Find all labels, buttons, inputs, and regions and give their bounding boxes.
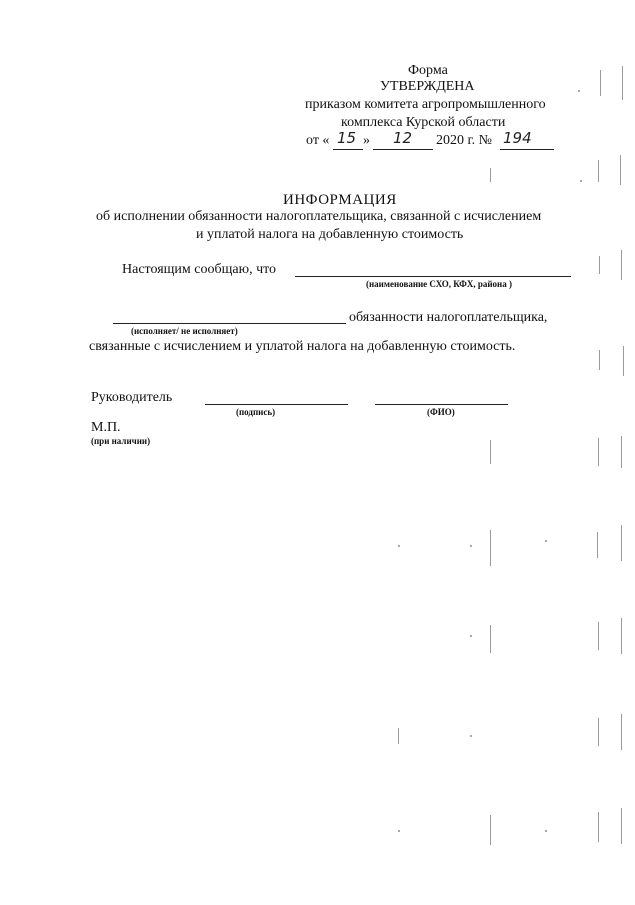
order-line-2: комплекса Курской области [341,115,506,130]
date-day-underline [333,149,363,150]
signature-hint: (подпись) [236,407,276,417]
scan-artifact [599,256,600,274]
scan-artifact [599,350,600,370]
date-month-handwritten: 12 [393,129,413,147]
scan-artifact [621,436,622,468]
date-day-handwritten: 15 [337,129,357,147]
scan-artifact [621,808,622,844]
duties-status-hint: (исполняет/ не исполняет) [131,326,238,336]
scan-artifact [398,830,400,832]
head-label: Руководитель [91,390,173,405]
scan-artifact [545,540,547,542]
scan-artifact [490,530,491,566]
order-line-1: приказом комитета агропромышленного [305,97,546,112]
notify-text: Настоящим сообщаю, что [122,262,277,277]
scan-artifact [621,525,622,561]
date-month-underline [373,149,433,150]
scan-artifact [621,250,622,280]
scan-artifact [620,155,621,185]
scan-artifact [600,70,601,96]
scan-artifact [598,622,599,650]
date-quote-close: » [363,133,370,148]
scan-artifact [598,438,599,466]
scan-artifact [398,728,399,744]
scan-artifact [622,66,623,100]
scan-artifact [470,545,472,547]
scan-artifact [490,625,491,653]
scan-artifact [470,635,472,637]
stamp-label: М.П. [91,420,121,435]
date-prefix: от « [306,133,330,148]
scan-artifact [621,618,622,654]
scan-artifact [490,815,491,845]
scan-artifact [580,180,582,182]
signature-field [205,404,348,405]
scan-artifact [598,718,599,746]
document-title: ИНФОРМАЦИЯ [283,192,397,208]
scan-artifact [623,346,624,376]
duties-status-field [113,323,346,324]
scan-artifact [597,532,598,558]
scan-artifact [598,160,599,182]
order-number-handwritten: 194 [503,129,532,147]
stamp-hint: (при наличии) [91,436,151,446]
organization-name-field [295,276,571,277]
scan-artifact [598,812,599,842]
date-year-text: 2020 г. № [436,133,493,148]
approved-label: УТВЕРЖДЕНА [380,79,475,94]
organization-name-hint: (наименование СХО, КФХ, района ) [366,279,512,289]
scan-artifact [545,830,547,832]
duties-line-2: связанные с исчислением и уплатой налога на добавленную стоимость. [89,339,516,354]
duties-text: обязанности налогоплательщика, [349,310,548,325]
scan-artifact [490,168,491,182]
title-line-2: и уплатой налога на добавленную стоимость [196,227,464,242]
scan-artifact [398,545,400,547]
form-label: Форма [408,63,448,78]
scan-artifact [621,714,622,750]
scan-artifact [490,440,491,464]
scan-artifact [578,90,580,92]
title-line-1: об исполнении обязанности налогоплательщика, связанной с исчислением [96,209,542,224]
scan-artifact [470,735,472,737]
order-number-underline [500,149,554,150]
fio-field [375,404,508,405]
fio-hint: (ФИО) [427,407,455,417]
